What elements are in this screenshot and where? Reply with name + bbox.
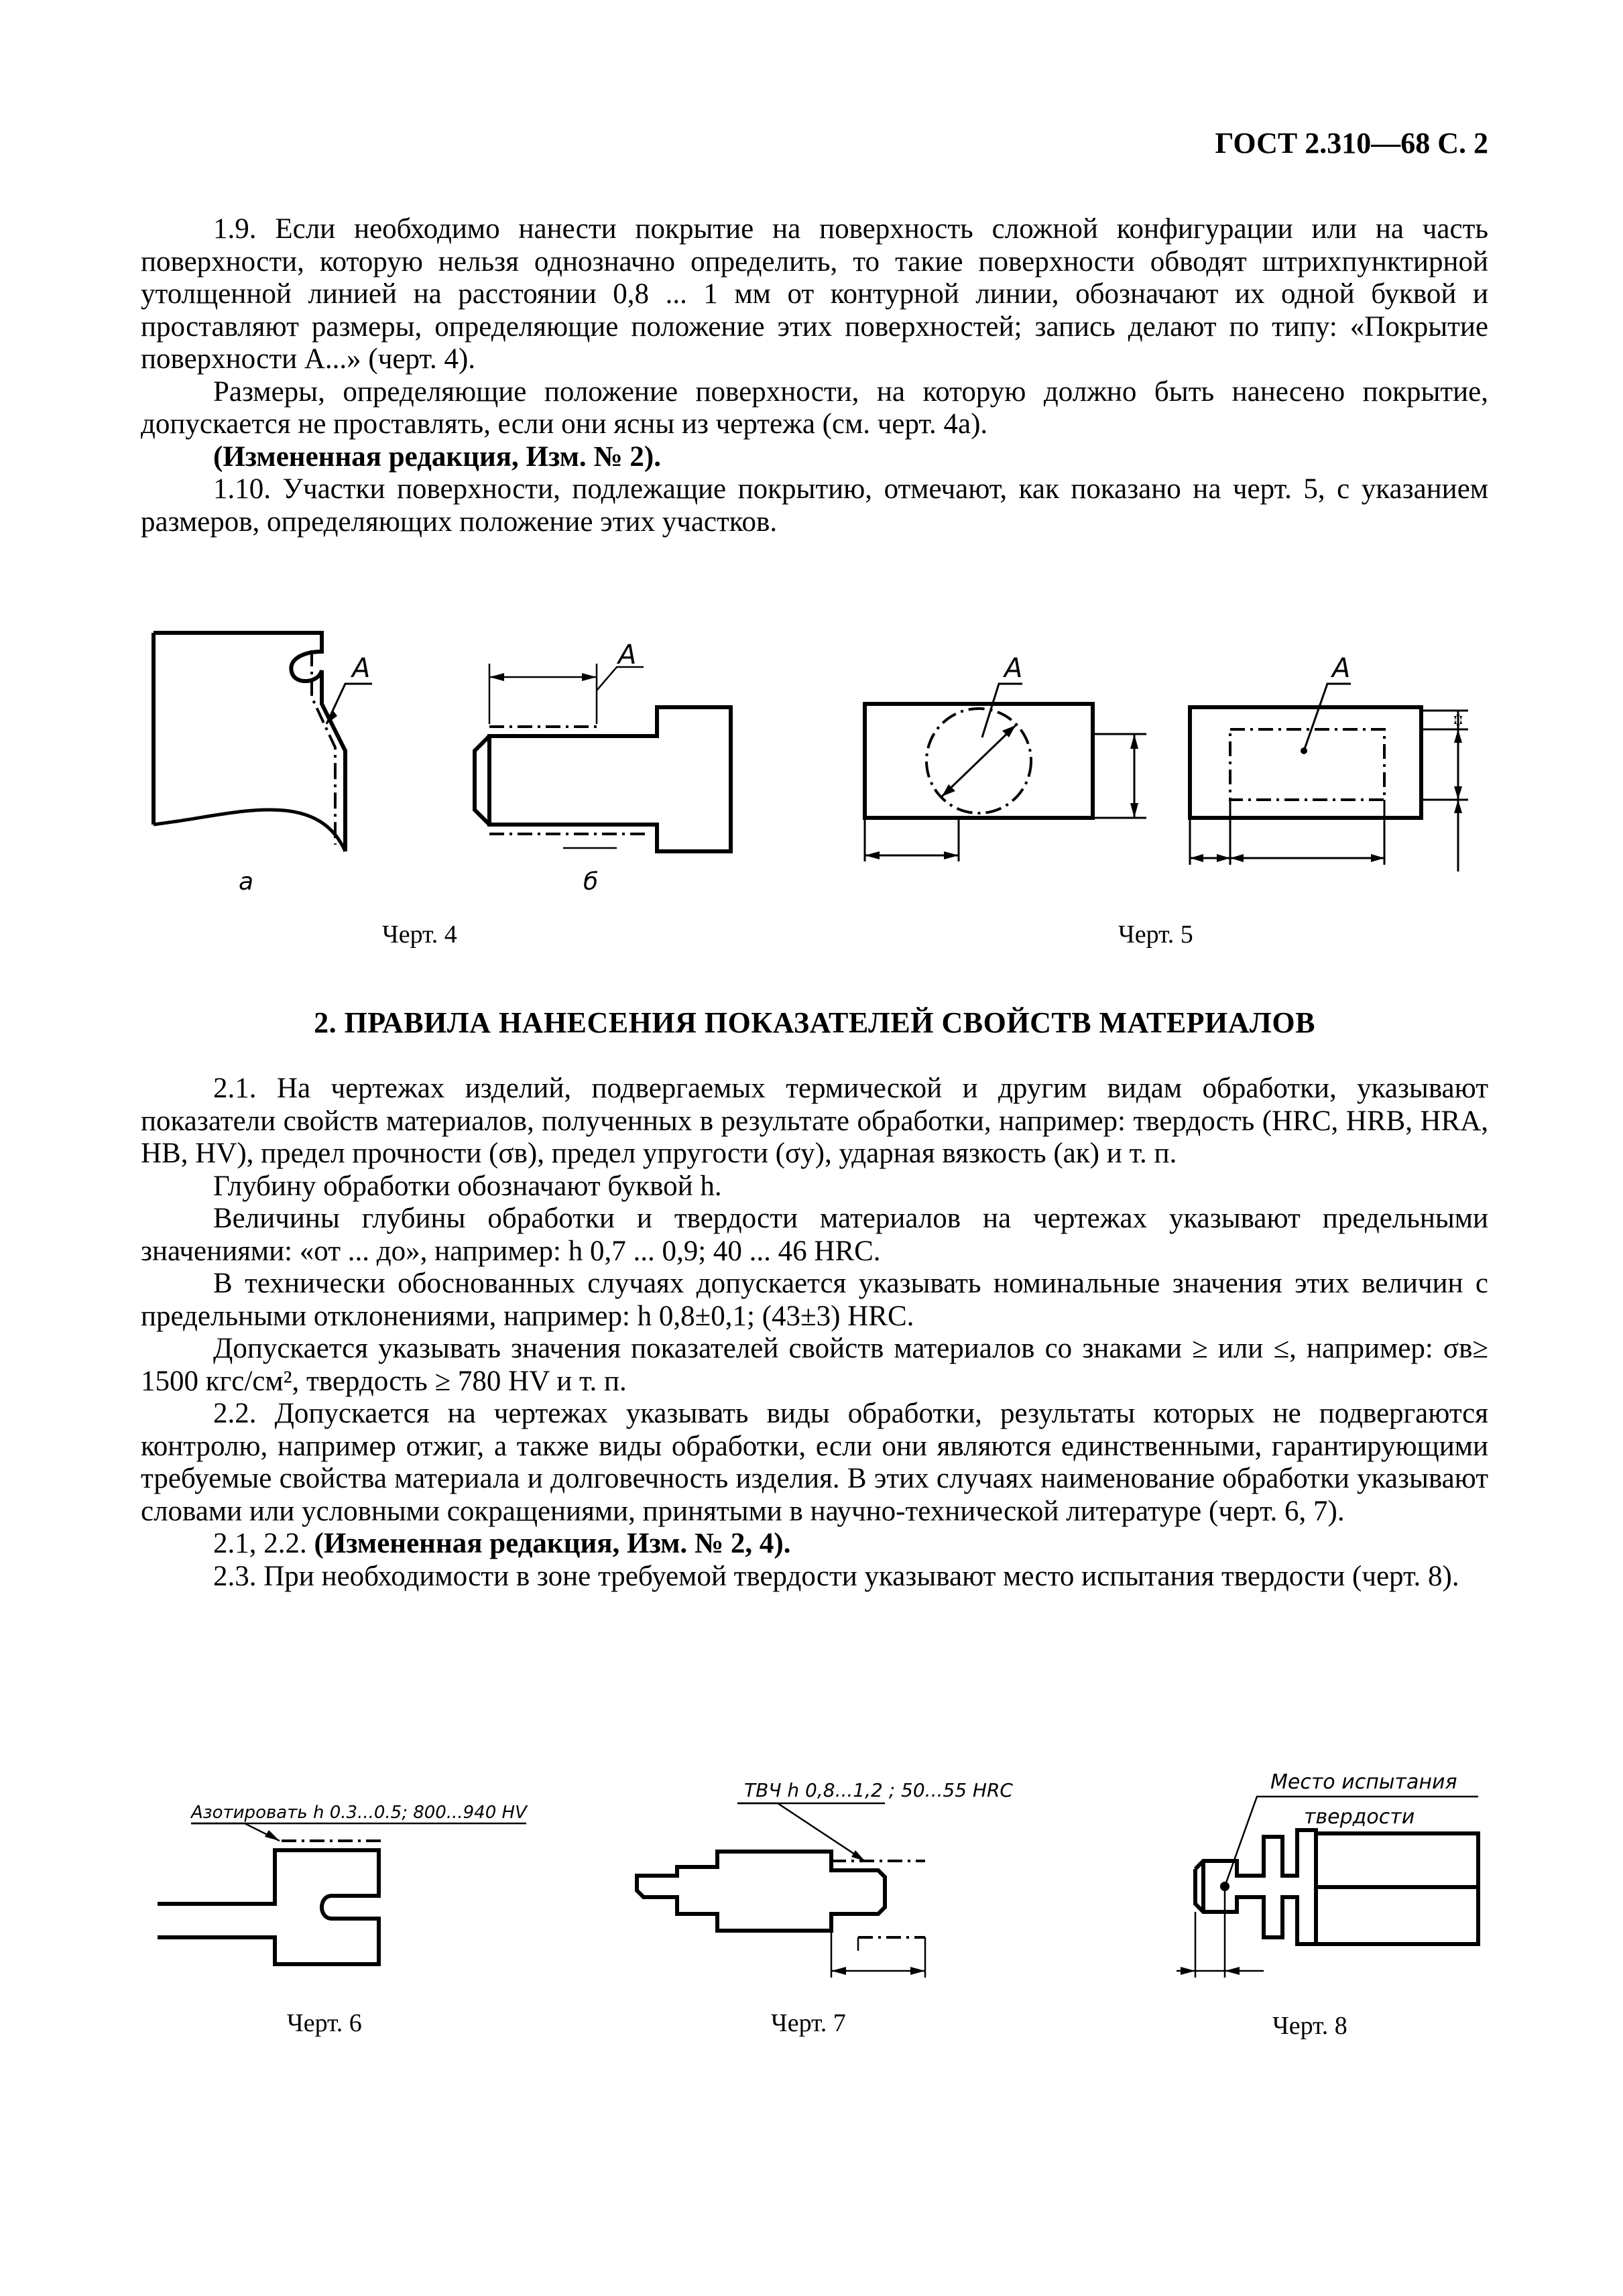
fig7-caption: Черт. 7 [771, 2009, 846, 2037]
paragraph-changed-edition: (Измененная редакция, Изм. № 2). [213, 440, 661, 473]
paragraph-2-1: 2.1. На чертежах изделий, подвергаемых термической и другим видам обработки, указывают показатели свойств материалов, полученных в результате обработки, например: твердость (HRC, HRB, HRA, HB, HV), предел прочности (σв), предел упругости (σу), ударная вязкость (aк) и т. п. [141, 1073, 1488, 1169]
fig7-label: ТВЧ h 0,8...1,2 ; 50...55 HRC [744, 1779, 1013, 1801]
figure-5-right-drawing [1183, 653, 1471, 878]
figure-5-left-drawing [858, 653, 1160, 878]
section2-text [141, 1073, 1488, 1593]
paragraph-depth: Глубину обработки обозначают буквой h. [213, 1170, 722, 1202]
changed-note: (Измененная редакция, Изм. № 2, 4). [314, 1528, 791, 1559]
fig6-caption: Черт. 6 [287, 2009, 362, 2037]
fig5-label-2: A [1332, 653, 1351, 684]
paragraph-2-2: 2.2. Допускается на чертежах указывать виды обработки, результаты которых не подвергаются контролю, например отжиг, а также виды обработки, если они являются единственными, гарантирующими требуемые свойства материала и долговечность изделия. В этих случаях наименование обработки указывают словами или условными сокращениями, принятыми в научно-технической литературе (черт. 6, 7). [141, 1398, 1488, 1527]
fig4-sub-b: б [583, 868, 599, 896]
figure-6-drawing [151, 1803, 553, 1984]
fig8-caption: Черт. 8 [1272, 2012, 1347, 2040]
figure-7-drawing [630, 1776, 1013, 1991]
section1-text [141, 213, 1488, 538]
paragraph-sizes: Размеры, определяющие положение поверхности, на которую должно быть нанесено покрытие, допускается не проставлять, если они ясны из чертежа (см. черт. 4а). [141, 375, 1488, 440]
fig4a-label: A [352, 653, 371, 684]
fig8-label-line2: твердости [1304, 1805, 1415, 1829]
paragraph-nominal: В технически обоснованных случаях допускается указывать номинальные значения этих величин с предельными отклонениями, например: h 0,8±0,1; (43±3) HRC. [141, 1268, 1488, 1332]
figure-8-drawing [1163, 1770, 1485, 1998]
paragraph-2-3: 2.3. При необходимости в зоне требуемой твердости указывают место испытания твердости (черт. 8). [213, 1560, 1459, 1592]
paragraph-signs: Допускается указывать значения показателей свойств материалов со знаками ≥ или ≤, например: σв≥ 1500 кгс/см², твердость ≥ 780 HV и т. п. [141, 1333, 1488, 1397]
fig4-sub-a: а [239, 868, 254, 896]
changed-prefix: 2.1, 2.2. [213, 1528, 307, 1559]
fig8-label-line1: Место испытания [1270, 1770, 1457, 1794]
paragraph-1-9: 1.9. Если необходимо нанести покрытие на поверхность сложной конфигурации или на часть поверхности, которую нельзя однозначно определить, то такие поверхности обводят штрихпунктирной утолщенной линией на расстоянии 0,8 ... 1 мм от контурной линии, обозначают их одной буквой и проставляют размеры, определяющие положение этих поверхностей; запись делают по типу: «Покрытие поверхности A...» (черт. 4). [141, 213, 1488, 375]
fig4-caption: Черт. 4 [382, 920, 457, 949]
page-header: ГОСТ 2.310—68 С. 2 [1215, 127, 1488, 160]
fig5-caption: Черт. 5 [1118, 920, 1193, 949]
paragraph-1-10: 1.10. Участки поверхности, подлежащие покрытию, отмечают, как показано на черт. 5, с указанием размеров, определяющих положение этих участков. [141, 473, 1488, 538]
figure-4a-drawing [151, 623, 379, 865]
fig5-label-1: A [1004, 653, 1023, 684]
fig6-label: Азотировать h 0.3...0.5; 800...940 HV [191, 1803, 527, 1823]
section2-title: 2. ПРАВИЛА НАНЕСЕНИЯ ПОКАЗАТЕЛЕЙ СВОЙСТВ МАТЕРИАЛОВ [314, 1006, 1315, 1039]
paragraph-values: Величины глубины обработки и твердости материалов на чертежах указывают предельными значениями: «от ... до», например: h 0,7 ... 0,9; 40 ... 46 HRC. [141, 1203, 1488, 1267]
fig4b-label: A [618, 640, 637, 670]
figure-4b-drawing [463, 640, 744, 858]
paragraph-changed-edition-2 [141, 1528, 1488, 1561]
